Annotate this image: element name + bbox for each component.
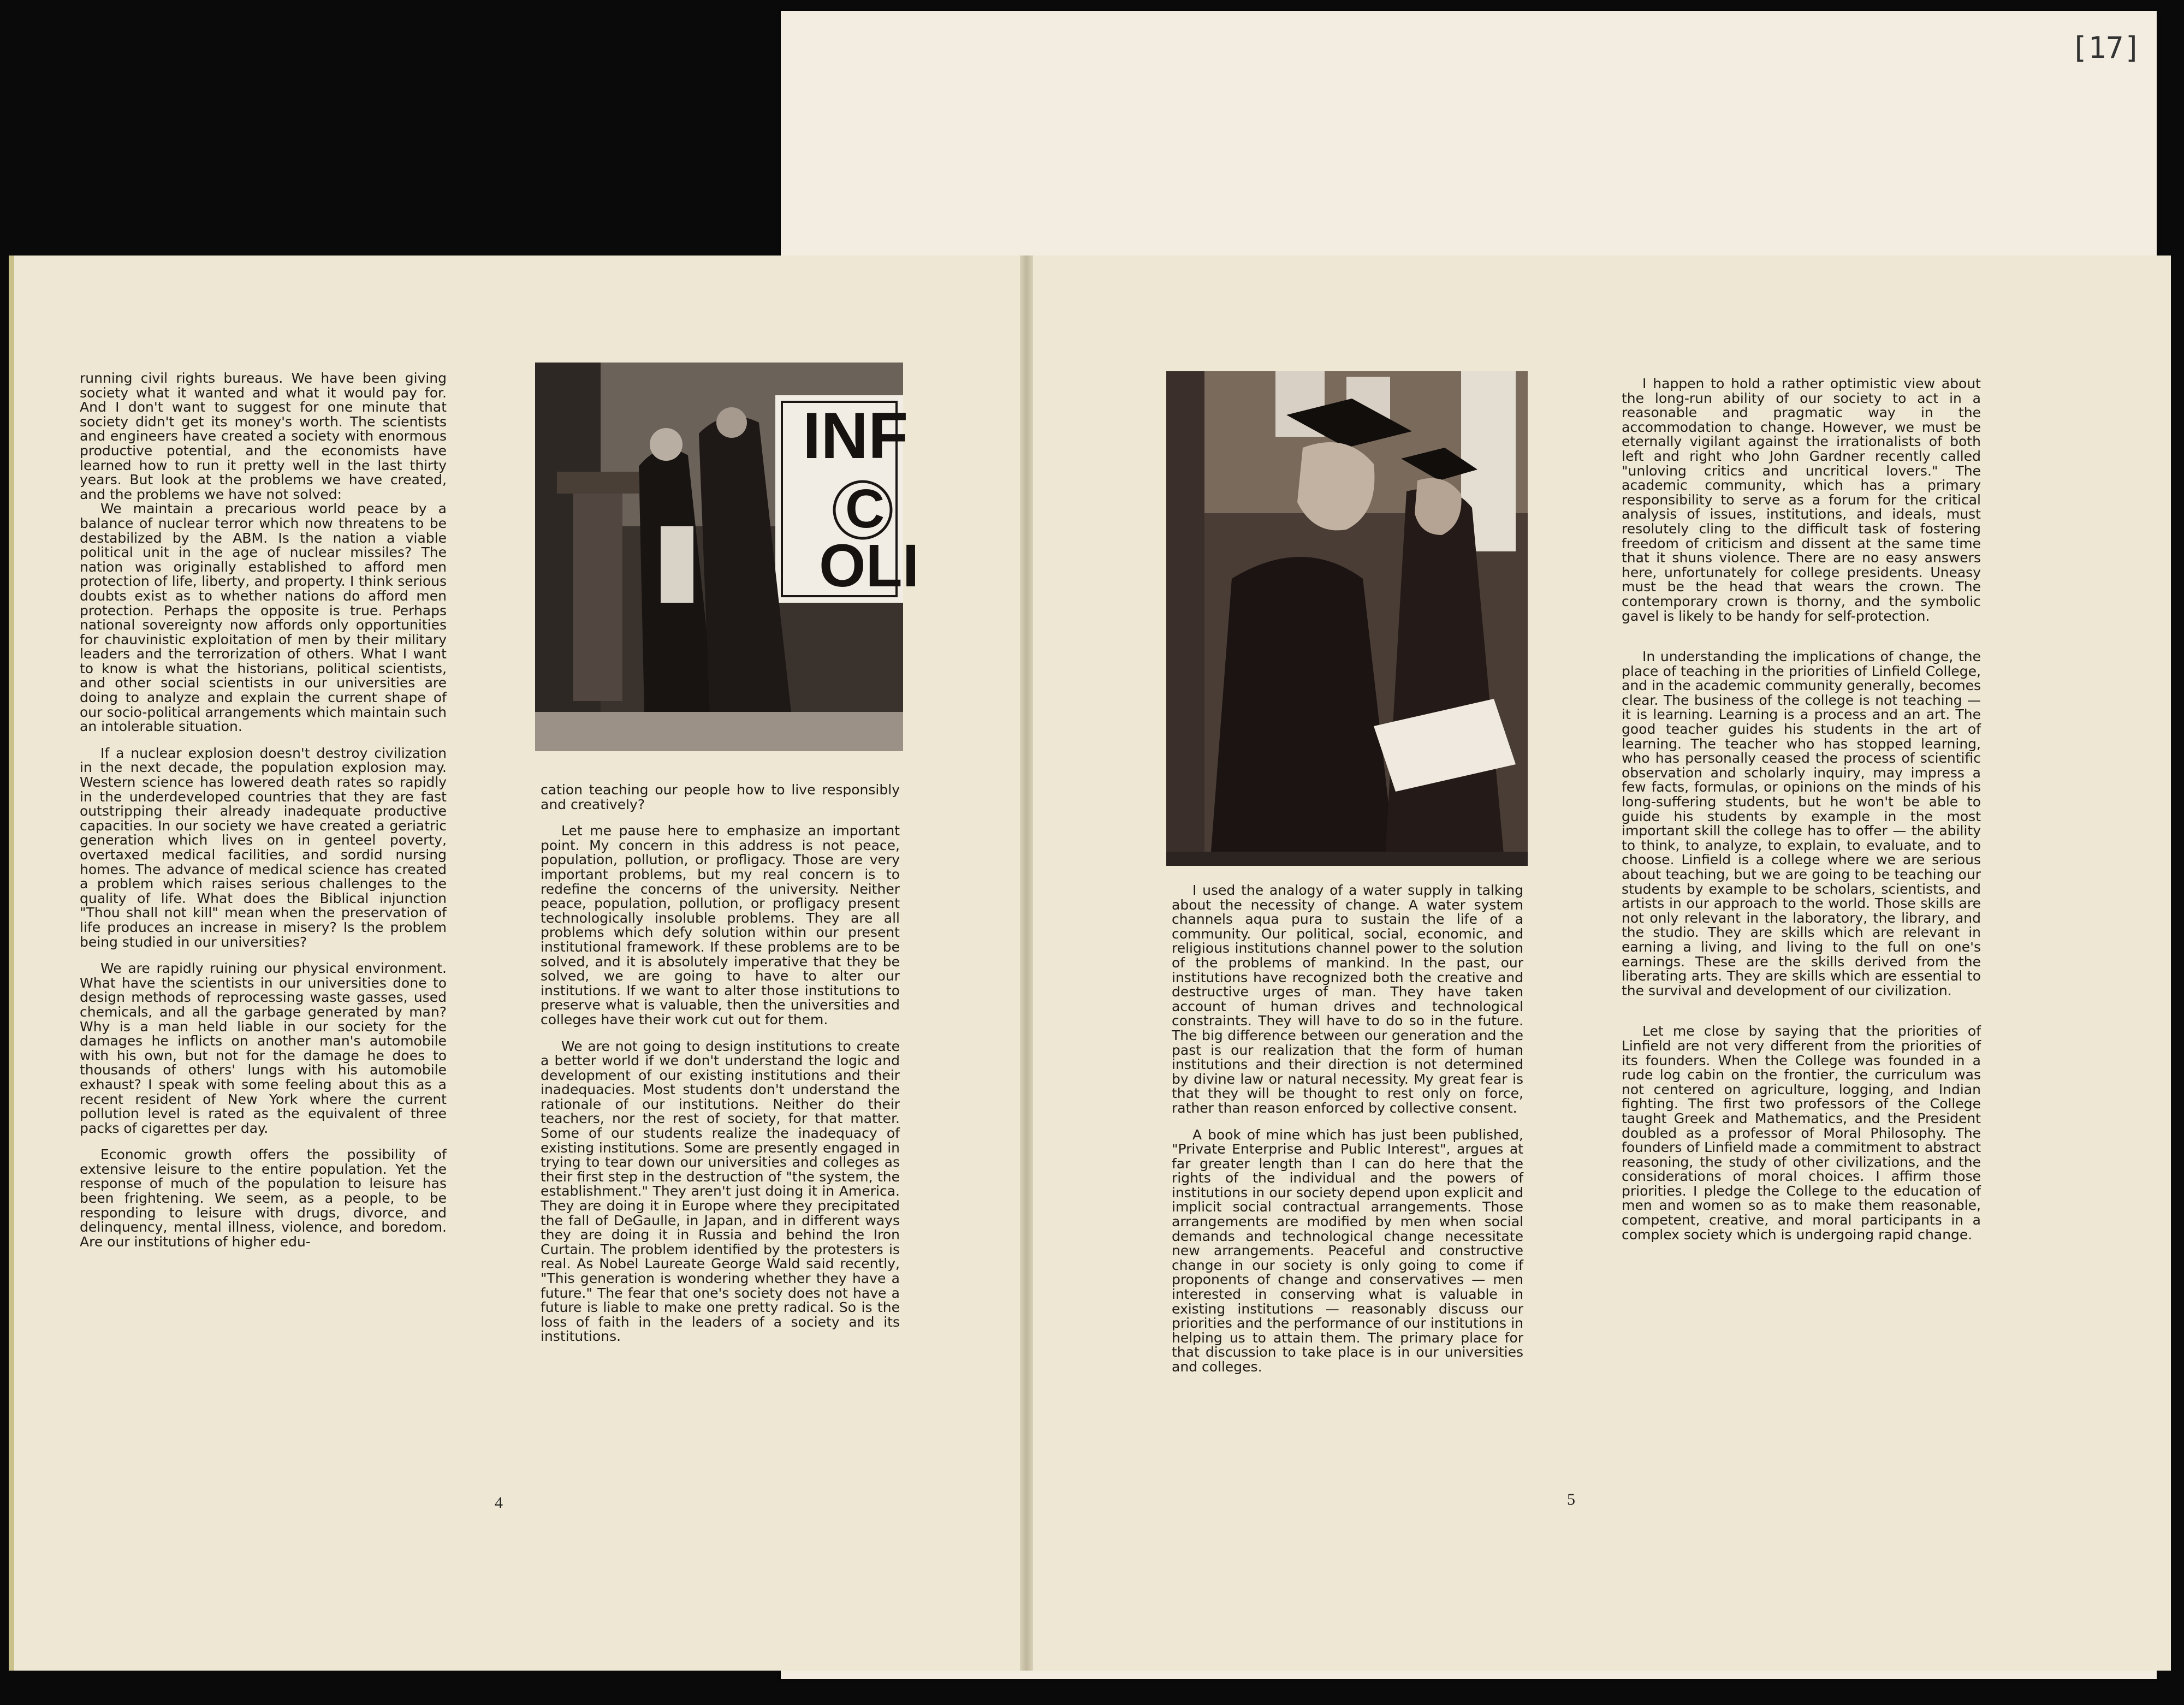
booklet-spread [9,256,2171,1671]
banner-text-1: INF [803,399,909,472]
left-page-column-1 [80,371,447,1249]
paragraph: Let me pause here to emphasize an important point. My concern in this address is not peace, population, pollution, or profligacy. Those are very important problems, but my real concern is to redefine the concerns of the university. Neither peace, population, pollution, or profligacy present technologically insoluble problems. They are all problems which defy solution within our present institutional framework. If these problems are to be solved, and it is absolutely imperative that they be solved, we are going to have to alter our institutions. If we want to alter those institutions to preserve what is valuable, then the universities and colleges have their work cut out for them. [541,823,900,1027]
banner-text-2: C [845,478,885,539]
left-page [9,256,1020,1671]
commencement-photo [535,363,919,751]
paragraph: We are rapidly ruining our physical environment. What have the scientists in our universities done to design methods of reprocessing waste gasses, used chemicals, and all the garbage generated by man? Why is a man held liable in our society for the damages he inflicts on another man's automobile with his own, but not for the damage he does to thousands of others' lungs with his automobile exhaust? I speak with some feeling about this as a recent resident of New York where the current pollution level is rated as the equivalent of three packs of cigarettes per day. [80,960,447,1136]
left-page-column-2 [541,783,900,1344]
right-page-column-1 [1172,883,1523,1375]
paragraph: I happen to hold a rather optimistic view about the long-run ability of our society to act in a reasonable and pragmatic way in the accommodation to change. However, we must be eternally vigilant against the irrationalists of both left and right who John Gardner recently called "unloving critics and uncritical lovers." The academic community, which has a primary responsibility to serve as a forum for the critical analysis of issues, institutions, and ideals, must resolutely cling to the difficult task of fostering freedom of criticism and dissent at the same time that it shuns violence. There are no easy answers here, unfortunately for college presidents. Uneasy must be the head that wears the crown. The contemporary crown is thorny, and the symbolic gavel is likely to be handy for self-protection. [1622,376,1981,624]
commencement-photo-image [535,363,919,751]
graduates-photo-image [1166,371,1528,866]
graduates-photo [1166,371,1528,866]
binding-gutter [1020,256,1033,1671]
paragraph: I used the analogy of a water supply in talking about the necessity of change. A water system channels aqua pura to sustain the life of a community. Our political, social, economic, and religious institutions channel power to the solution of the problems of mankind. In the past, our institutions have recognized both the creative and destructive urges of man. They have taken account of human drives and technological constraints. They will have to do so in the future. The big difference between our generation and the past is our realization that the form of human institutions and their direction is not determined by divine law or natural necessity. My great fear is that they will be thought to rest only on force, rather than reason enforced by collective consent. [1172,882,1523,1116]
paragraph: cation teaching our people how to live responsibly and creatively? [541,782,900,812]
archive-mark: [17] [2070,31,2141,65]
paragraph: Let me close by saying that the priorities of Linfield are not very different from the priorities of its founders. When the College was founded in a rude log cabin on the frontier, the curriculum was not centered on agriculture, logging, and Indian fighting. The first two professors of the College taught Greek and Mathematics, and the President doubled as a professor of Moral Philosophy. The founders of Linfield made a commitment to abstract reasoning, the study of other civilizations, and the considerations of moral choices. I affirm those priorities. I pledge the College to the education of men and women so as to make them reasonable, competent, creative, and moral participants in a complex society which is undergoing rapid change. [1622,1023,1981,1243]
paragraph: A book of mine which has just been published, "Private Enterprise and Public Interest", argues at far greater length than I can do here that the rights of the individual and the powers of institutions in our society depend upon explicit and implicit social contractual arrangements. Those arrangements are modified by men when social demands and technological change necessitate new arrangements. Peaceful and constructive change in our society is only going to come if proponents of change and conservatives — men interested in conserving what is valuable in existing institutions — reasonably discuss our priorities and the performance of our institutions in helping us to attain them. The primary place for that discussion to take place is in our universities and colleges. [1172,1126,1523,1375]
paragraph: running civil rights bureaus. We have been giving society what it wanted and what it would pay for. And I don't want to suggest for one minute that society didn't get its money's worth. The scientists and engineers have created a society with enormous productive potential, and the economists have learned how to run it pretty well in the last thirty years. But look at the problems we have created, and the problems we have not solved: [80,370,447,502]
right-page-column-2 [1622,377,1981,1242]
paragraph: If a nuclear explosion doesn't destroy civilization in the next decade, the population explosion may. Western science has lowered death rates so rapidly in the underdeveloped countries that they are fast outstripping their already inadequate productive capacities. In our society we have created a geriatric generation which lives on in genteel poverty, overtaxed medical facilities, and sordid nursing homes. The advance of medical science has created a problem which raises serious challenges to the quality of life. What does the Biblical injunction "Thou shall not kill" mean when the preservation of life produces an increase in misery? Is the problem being studied in our universities? [80,745,447,950]
page-number-4: 4 [495,1494,503,1512]
paragraph: We maintain a precarious world peace by a balance of nuclear terror which now threatens to be destabilized by the ABM. Is the nation a viable political unit in the age of nuclear missiles? The nation was originally established to afford men protection of life, liberty, and property. I think serious doubts exist as to whether nations do afford men protection. Perhaps the opposite is true. Perhaps national sovereignty now affords only opportunities for chauvinistic exploitation of men by their military leaders and the terrorization of others. What I want to know is what the historians, political scientists, and other social scientists in our universities are doing to analyze and explain the current shape of our socio-political arrangements which maintain such an intolerable situation. [80,501,447,735]
page-number-5: 5 [1567,1490,1575,1508]
right-page [1033,256,2171,1671]
paragraph: In understanding the implications of change, the place of teaching in the priorities of Linfield College, and in the academic community generally, becomes clear. The business of the college is not teaching — it is learning. Learning is a process and an art. The good teacher guides his students in the art of learning. The teacher who has stopped learning, who has personally ceased the process of scientific observation and scholarly inquiry, may impress a few facts, formulas, or opinions on the minds of his long-suffering students, but he won't be able to guide his students by example in the most important skill the college has to offer — the ability to think, to analyze, to explain, to evaluate, and to choose. Linfield is a college where we are serious about teaching, but we are going to be teaching our students by example to be scholars, scientists, and artists in our approach to the world. Those skills are not only relevant in the laboratory, the library, and the studio. They are skills which are relevant in earning a living, and living to the full on one's earnings. These are the skills derived from the liberating arts. They are skills which are essential to the survival and development of our civilization. [1622,649,1981,999]
banner-text-3: OLI [819,532,919,599]
paragraph: We are not going to design institutions to create a better world if we don't understand the logic and development of our existing institutions and their inadequacies. Most students don't understand the rationale of our institutions. Neither do their teachers, nor the rest of society, for that matter. Some of our students realize the inadequacy of existing institutions. Some are presently engaged in trying to tear down our universities and colleges as their first step in the destruction of "the system, the establishment." They aren't just doing it in America. They are doing it in Europe where they precipitated the fall of DeGaulle, in Japan, and in different ways they are doing it in Russia and behind the Iron Curtain. The problem identified by the protesters is real. As Nobel Laureate George Wald said recently, "This generation is wondering whether they have a future." The fear that one's society does not have a future is liable to make one pretty radical. So is the loss of faith in the leaders of a society and its institutions. [541,1038,900,1345]
paragraph: Economic growth offers the possibility of extensive leisure to the entire population. Yet the response of much of the population to leisure has been frightening. We seem, as a people, to be responding to leisure with drugs, divorce, and delinquency, mental illness, violence, and boredom. Are our institutions of higher edu- [80,1146,447,1250]
